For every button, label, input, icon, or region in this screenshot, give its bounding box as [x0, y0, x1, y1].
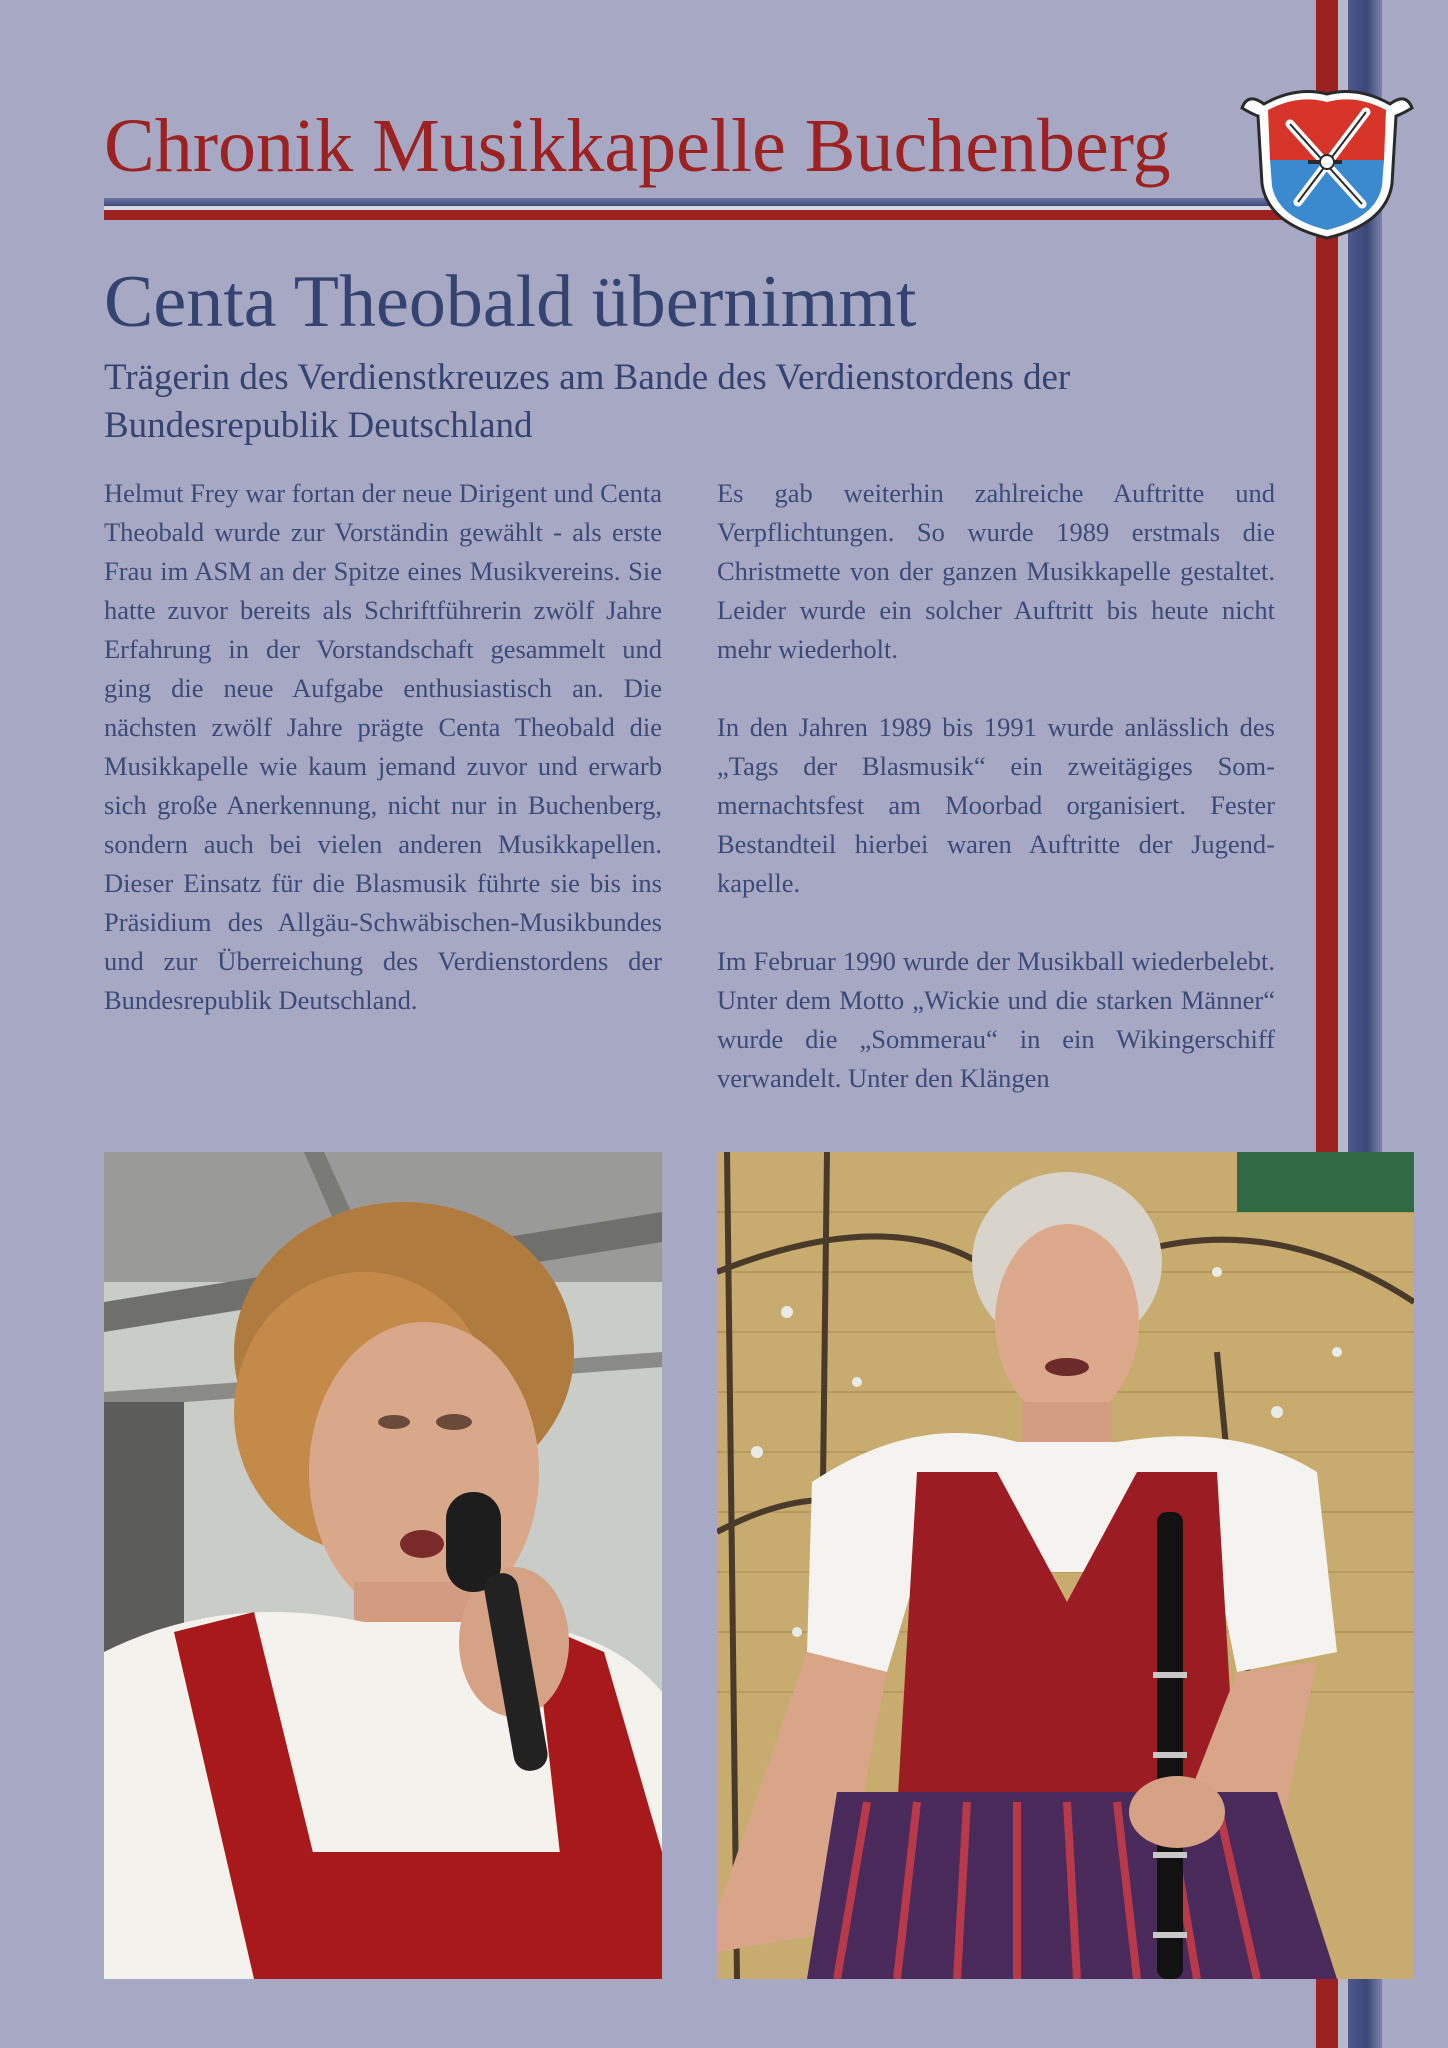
header-rule-red: [104, 210, 1316, 220]
article-headline: Centa Theobald übernimmt: [104, 261, 917, 343]
left-text-column: [104, 474, 662, 1059]
right-text-column: [717, 474, 1275, 1137]
photo-woman-clarinet: [717, 1152, 1414, 1979]
coat-of-arms-icon: [1238, 64, 1416, 242]
photo-woman-singing: [104, 1152, 662, 1979]
right-paragraph-1: Es gab weiterhin zahlreiche Auftritte und Verpflichtungen. So wurde 1989 erstmals die Christmette von der ganzen Musikkapelle gestaltet. Leider wurde ein solcher Auftritt bis heute nicht mehr wiederholt.: [717, 478, 1275, 664]
header-rule-blue: [104, 198, 1316, 206]
right-paragraph-3: Im Februar 1990 wurde der Musikball wiederbelebt. Unter dem Motto „Wickie und die starken Männer“ wurde die „Sommerau“ in ein Wikingerschiff verwandelt. Unter den Klängen: [717, 946, 1275, 1093]
article-subheadline: Trägerin des Verdienstkreuzes am Bande des Verdienstordens der Bundesrepublik Deutschland: [104, 357, 1071, 446]
chronicle-title: Chronik Musikkapelle Buchenberg: [104, 104, 1171, 188]
left-paragraph-1: Helmut Frey war fortan der neue Dirigent und Centa Theobald wurde zur Vorständin gewählt - als erste Frau im ASM an der Spitze eines Musikvereins. Sie hatte zuvor bereits als Schriftführerin zwölf Jahre Erfahrung in der Vorstandschaft gesammelt und ging die neue Aufgabe enthusiastisch an. Die nächsten zwölf Jahre prägte Centa Theobald die Musikkapelle wie kaum jemand zuvor und erwarb sich große Anerkennung, nicht nur in Buchenberg, sondern auch bei vielen anderen Musikkapellen. Dieser Einsatz für die Blasmusik führte sie bis ins Präsidium des Allgäu-Schwäbischen-Musikbundes und zur Überreichung des Verdienstordens der Bundesrepublik Deutschland.: [104, 478, 662, 1015]
right-paragraph-2: In den Jahren 1989 bis 1991 wurde anlässlich des „Tags der Blasmusik“ ein zweitägiges Sommernachtsfest am Moorbad organisiert. Fester Bestandteil hierbei waren Auftritte der Jugendkapelle.: [717, 712, 1275, 898]
